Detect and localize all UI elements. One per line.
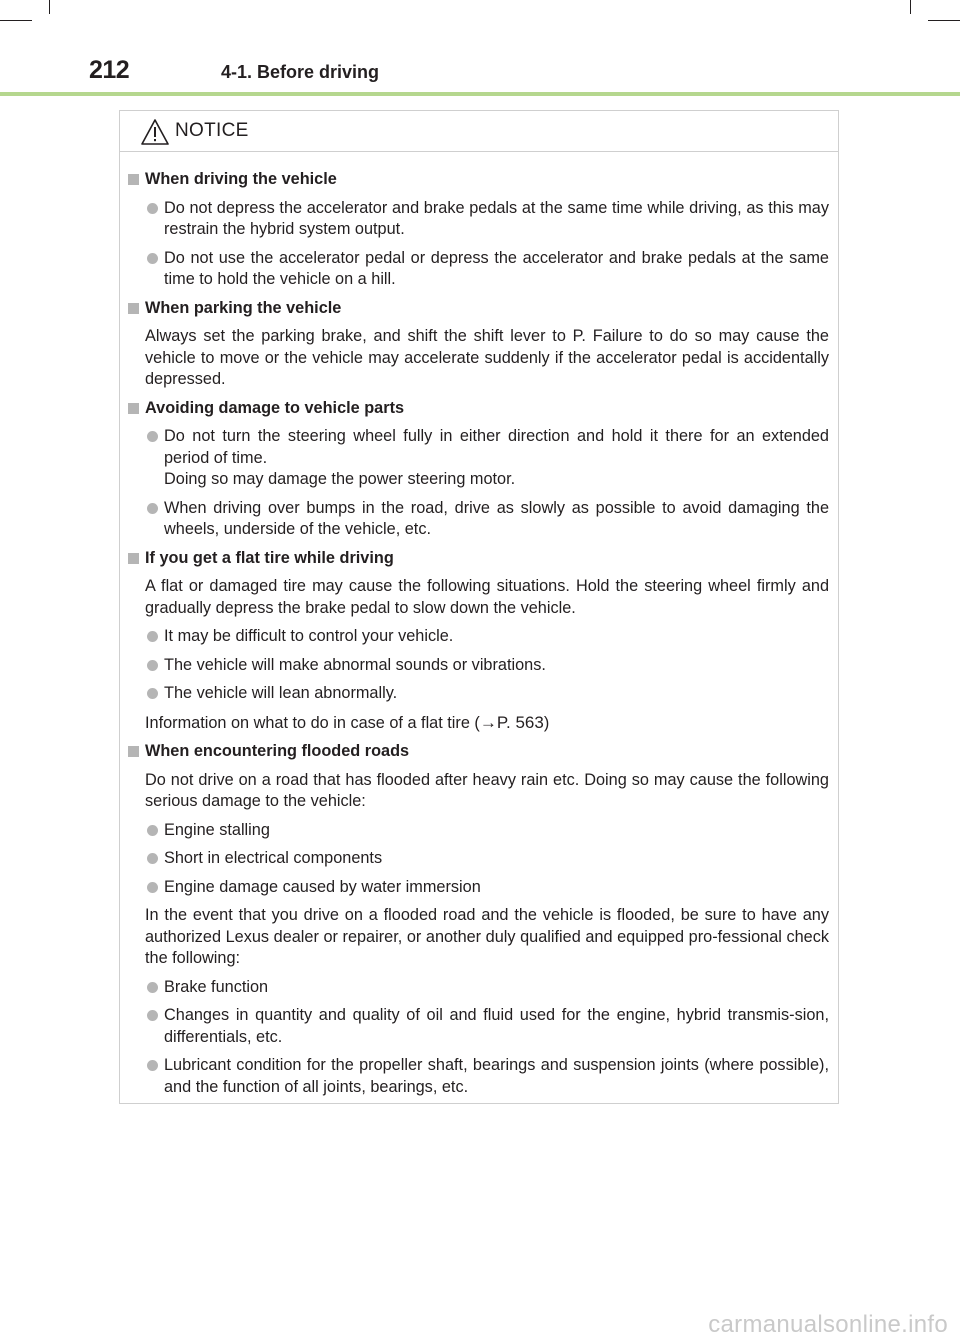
bullet-item: [128, 848, 829, 870]
paragraph-text: Information on what to do in case of a flat tire (: [145, 713, 480, 732]
block-text: When parking the vehicle: [145, 298, 342, 317]
block-text: Engine stalling: [164, 820, 270, 839]
notice-body: [120, 152, 838, 1098]
block-text: When driving the vehicle: [145, 170, 337, 188]
block-text: The vehicle will lean abnormally.: [164, 684, 398, 702]
bullet-item: [128, 1005, 829, 1048]
crop-mark: [928, 20, 960, 21]
block-text: If you get a flat tire while driving: [145, 548, 394, 567]
notice-heading: [128, 398, 829, 420]
block-text: Short in electrical components: [164, 849, 383, 867]
crop-mark: [49, 0, 50, 14]
bullet-item: [128, 683, 829, 705]
block-text: Brake function: [164, 977, 269, 996]
bullet-item: [128, 1055, 829, 1098]
bullet-item: [128, 498, 829, 541]
crop-mark: [0, 20, 32, 21]
paragraph: [128, 326, 829, 391]
page-reference-link[interactable]: →P. 563: [479, 712, 544, 732]
crop-mark: [910, 0, 911, 14]
notice-title: NOTICE: [175, 120, 249, 141]
paragraph-text: ): [543, 713, 550, 732]
bullet-item: [128, 655, 829, 677]
bullet-item: [128, 820, 829, 842]
notice-heading: [128, 169, 829, 191]
block-text: The vehicle will make abnormal sounds or vibrations.: [164, 655, 546, 674]
notice-box: [119, 110, 839, 1104]
block-text: It may be difficult to control your vehicle.: [164, 627, 454, 645]
block-text: Do not turn the steering wheel fully in either direction and hold it there for an extended period of time.: [164, 427, 829, 467]
block-text: Engine damage caused by water immersion: [164, 877, 481, 896]
bullet-item: [128, 977, 829, 999]
block-text: Lubricant condition for the propeller shaft, bearings and suspension joints (where possible), and the function of all joints, bearings, etc.: [164, 1056, 829, 1096]
page-number: 212: [89, 56, 130, 84]
block-text: Avoiding damage to vehicle parts: [145, 398, 405, 417]
block-text: When encountering flooded roads: [145, 742, 410, 760]
block-text: Always set the parking brake, and shift the shift lever to P. Failure to do so may cause the vehicle to move or the vehicle may accelerate suddenly if the accelerator pedal is accidentally depressed.: [145, 327, 829, 388]
block-text: When driving over bumps in the road, drive as slowly as possible to avoid damaging the wheels, underside of the vehicle, etc.: [164, 498, 829, 538]
paragraph: [128, 770, 829, 813]
watermark: carmanualsonline.info: [708, 1311, 948, 1338]
block-text: A flat or damaged tire may cause the following situations. Hold the steering wheel firmly and gradually depress the brake pedal to slow down the vehicle.: [145, 577, 829, 617]
paragraph: [128, 712, 829, 735]
paragraph: [128, 905, 829, 970]
block-text: Do not drive on a road that has flooded after heavy rain etc. Doing so may cause the following serious damage to the vehicle:: [145, 770, 829, 810]
notice-heading: [128, 548, 829, 570]
notice-header: [120, 111, 838, 152]
bullet-item: [128, 877, 829, 899]
bullet-item: [128, 248, 829, 291]
block-text: Do not use the accelerator pedal or depress the accelerator and brake pedals at the same time to hold the vehicle on a hill.: [164, 248, 829, 288]
block-text: Doing so may damage the power steering motor.: [164, 470, 516, 488]
block-text: In the event that you drive on a flooded road and the vehicle is flooded, be sure to have any authorized Lexus dealer or repairer, or another duly qualified and equipped pro-fessional check the following:: [145, 906, 829, 967]
warning-triangle-icon: [140, 118, 170, 146]
block-text: Do not depress the accelerator and brake pedals at the same time while driving, as this may restrain the hybrid system output.: [164, 198, 829, 238]
block-text: Changes in quantity and quality of oil and fluid used for the engine, hybrid transmis-sion, differentials, etc.: [164, 1006, 829, 1046]
paragraph: [128, 576, 829, 619]
bullet-item: [128, 198, 829, 241]
bullet-item: [128, 426, 829, 491]
notice-heading: [128, 741, 829, 763]
header-rule: [0, 92, 960, 96]
notice-heading: [128, 298, 829, 320]
section-title: 4-1. Before driving: [221, 62, 380, 82]
bullet-item: [128, 626, 829, 648]
